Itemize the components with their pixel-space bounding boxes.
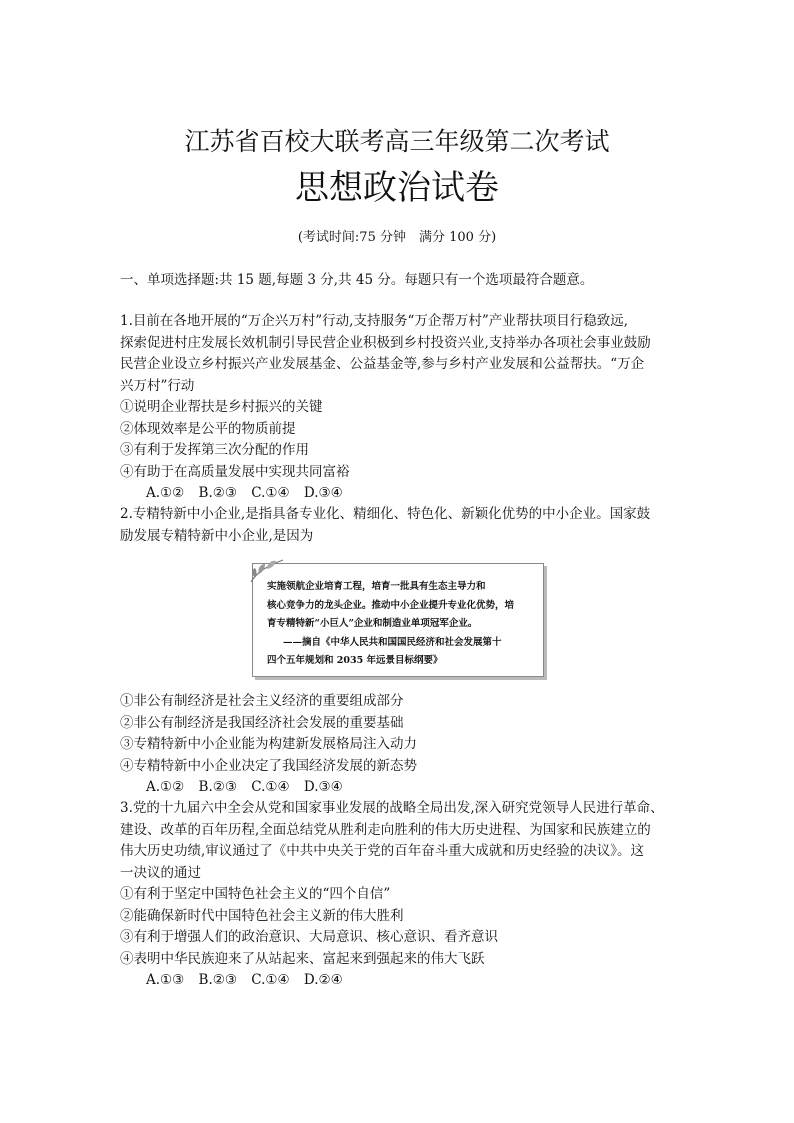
answer-choice-d[interactable]: D.③④ [303,485,343,501]
question-1 [120,311,680,505]
quote-source: 四个五年规划和 2035 年远景目标纲要》 [267,655,443,666]
answer-choice-a[interactable]: A.①② [146,485,185,501]
question-stem-line: 探索促进村庄发展长效机制引导民营企业积极到乡村投资兴业,支持举办各项社会事业鼓励 [120,334,651,351]
statement-option: ④表明中华民族迎来了从站起来、富起来到强起来的伟大飞跃 [120,950,485,967]
statement-option: ②能确保新时代中国特色社会主义新的伟大胜利 [120,907,404,924]
quote-line: 育专精特新“小巨人”企业和制造业单项冠军企业。 [267,618,478,629]
statement-option: ③有利于增强人们的政治意识、大局意识、核心意识、看齐意识 [120,929,498,945]
quote-source: ——摘自《中华人民共和国国民经济和社会发展第十 [283,636,502,648]
question-stem-line: 民营企业设立乡村振兴产业发展基金、公益基金等,参与乡村产业发展和公益帮扶。“万企 [120,356,645,372]
answer-choice-c[interactable]: C.①④ [251,972,290,988]
question-stem-line: 1.目前在各地开展的“万企兴万村”行动,支持服务“万企帮万村”产业帮扶项目行稳致远, [120,313,629,329]
question-stem-line: 励发展专精特新中小企业,是因为 [120,527,314,544]
quote-line: 实施领航企业培育工程，培育一批具有生态主导力和 [267,581,486,592]
statement-option: ③有利于发挥第三次分配的作用 [120,442,309,458]
answer-choice-b[interactable]: B.②③ [198,485,237,501]
quote-text [267,578,531,671]
statement-option: ②非公有制经济是我国经济社会发展的重要基础 [120,714,404,731]
question-stem-line: 伟大历史功绩,审议通过了《中共中央关于党的百年奋斗重大成就和历史经验的决议》。这 [120,843,645,859]
answer-choices [120,777,680,799]
question-stem-line: 一决议的通过 [120,864,201,881]
exam-title: 江苏省百校大联考高三年级第二次考试 [184,127,610,156]
statement-option: ①说明企业帮扶是乡村振兴的关键 [120,399,323,415]
quote-box [252,563,544,677]
statement-option: ④专精特新中小企业决定了我国经济发展的新态势 [120,757,417,774]
section-heading: 一、单项选择题:共 15 题,每题 3 分,共 45 分。每题只有一个选项最符合题意。 [120,272,594,288]
answer-choices [120,970,680,992]
question-3 [120,798,680,992]
question-2-options [120,691,680,799]
answer-choices [120,483,680,505]
question-2 [120,504,680,547]
answer-choice-c[interactable]: C.①④ [251,485,290,501]
answer-choice-a[interactable]: A.①② [146,779,185,795]
exam-info: (考试时间:75 分钟 满分 100 分) [297,230,497,245]
answer-choice-b[interactable]: B.②③ [198,972,237,988]
subject-title: 思想政治试卷 [295,168,499,208]
question-stem-line: 3.党的十九届六中全会从党和国家事业发展的战略全局出发,深入研究党领导人民进行革命、 [120,800,664,816]
statement-option: ④有助于在高质量发展中实现共同富裕 [120,463,350,480]
question-stem-line: 建设、改革的百年历程,全面总结党从胜利走向胜利的伟大历史进程、为国家和民族建立的 [120,821,651,838]
statement-option: ②体现效率是公平的物质前提 [120,420,296,437]
answer-choice-a[interactable]: A.①③ [146,972,185,988]
answer-choice-d[interactable]: D.③④ [303,779,343,795]
statement-option: ③专精特新中小企业能为构建新发展格局注入动力 [120,736,417,752]
answer-choice-c[interactable]: C.①④ [251,779,290,795]
question-stem-line: 2.专精特新中小企业,是指具备专业化、精细化、特色化、新颖化优势的中小企业。国家鼓 [120,506,651,522]
statement-option: ①有利于坚定中国特色社会主义的“四个自信” [120,886,391,902]
statement-option: ①非公有制经济是社会主义经济的重要组成部分 [120,693,404,709]
answer-choice-d[interactable]: D.②④ [303,972,343,988]
quote-line: 核心竞争力的龙头企业。推动中小企业提升专业化优势，培 [267,599,515,611]
question-stem-line: 兴万村”行动 [120,377,195,394]
answer-choice-b[interactable]: B.②③ [198,779,237,795]
